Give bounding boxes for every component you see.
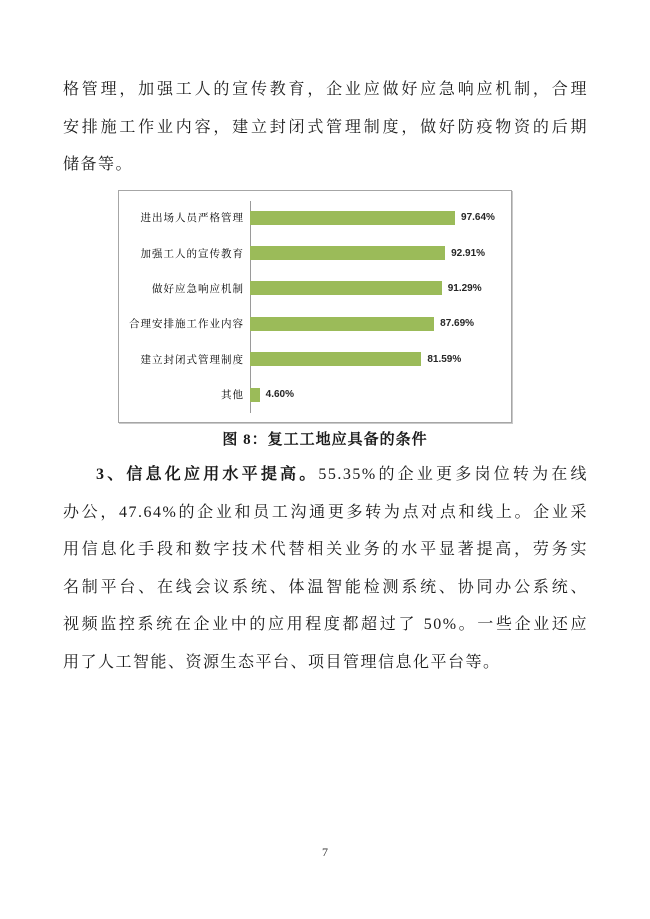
- chart-category-label: 建立封闭式管理制度: [140, 353, 244, 366]
- chart-value-label: 4.60%: [265, 389, 295, 401]
- chart-row: [119, 306, 511, 341]
- page-number: 7: [322, 845, 328, 859]
- text-line: 安排施工作业内容，建立封闭式管理制度，做好防疫物资的后期: [63, 118, 588, 136]
- text-line: 办公，47.64%的企业和员工沟通更多转为点对点和线上。企业采: [63, 503, 588, 521]
- chart-value-label: 81.59%: [427, 353, 462, 365]
- chart-bar: [250, 388, 260, 402]
- chart-category-label: 合理安排施工作业内容: [129, 318, 244, 331]
- text-line: 视频监控系统在企业中的应用程度都超过了 50%。一些企业还应: [63, 616, 588, 634]
- text-line: 用信息化手段和数字技术代替相关业务的水平显著提高，劳务实: [63, 541, 588, 559]
- chart-category-label: 进出场人员严格管理: [140, 212, 244, 225]
- chart-value-label: 97.64%: [461, 212, 495, 224]
- paragraph-1: [63, 71, 588, 184]
- chart-category-label: 做好应急响应机制: [152, 282, 244, 295]
- chart-row: [119, 342, 511, 377]
- chart-category-label: 其他: [221, 389, 244, 402]
- chart-bar: [250, 352, 421, 366]
- chart-row: [119, 377, 511, 412]
- chart-bar: [250, 246, 445, 260]
- chart-category-label: 加强工人的宣传教育: [140, 247, 244, 260]
- chart-value-label: 92.91%: [451, 247, 486, 259]
- chart-bar: [250, 211, 455, 225]
- text-line: 名制平台、在线会议系统、体温智能检测系统、协同办公系统、: [63, 578, 588, 596]
- chart-value-label: 91.29%: [447, 282, 482, 294]
- chart-bar: [250, 281, 442, 295]
- chart-row: [119, 200, 511, 235]
- chart-row: [119, 271, 511, 306]
- chart-rows: [119, 200, 511, 412]
- chart-row: [119, 235, 511, 270]
- text-line: [63, 456, 588, 494]
- text-line: 储备等。: [63, 156, 134, 174]
- paragraph-2: [63, 456, 588, 682]
- chart-bar: [250, 317, 434, 331]
- figure-caption: 图 8：复工工地应具备的条件: [222, 432, 428, 448]
- text-run: 55.35%的企业更多岗位转为在线: [318, 466, 588, 483]
- chart-value-label: 87.69%: [440, 318, 475, 330]
- text-line: 用了人工智能、资源生态平台、项目管理信息化平台等。: [63, 653, 501, 671]
- paragraph-lead-bold: 3、信息化应用水平提高。: [96, 466, 319, 483]
- text-line: 格管理，加强工人的宣传教育，企业应做好应急响应机制，合理: [63, 81, 588, 98]
- figure8-bar-chart: [118, 190, 512, 423]
